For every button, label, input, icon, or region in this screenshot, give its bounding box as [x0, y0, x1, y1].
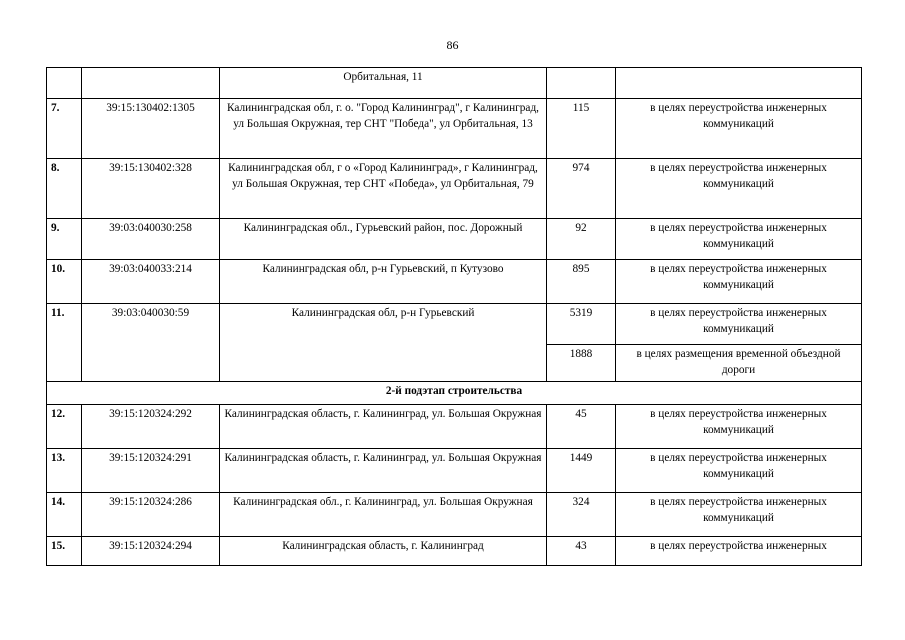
- purpose-cell: в целях переустройства инженерных коммуникаций: [616, 159, 862, 219]
- cadastral-number: [82, 68, 220, 99]
- table-row: [47, 159, 862, 219]
- purpose-cell: в целях переустройства инженерных коммуникаций: [616, 449, 862, 493]
- purpose-cell: в целях переустройства инженерных коммуникаций: [616, 99, 862, 159]
- purpose-cell: в целях переустройства инженерных коммуникаций: [616, 219, 862, 260]
- purpose-cell: в целях размещения временной объездной дороги: [616, 345, 862, 382]
- table-row: [47, 260, 862, 304]
- table-row: [47, 449, 862, 493]
- area-cell: 92: [547, 219, 616, 260]
- area-cell: [547, 68, 616, 99]
- table-row: [47, 304, 862, 345]
- address-cell: Калининградская область, г. Калининград, ул. Большая Окружная: [220, 405, 547, 449]
- address-cell: Орбитальная, 11: [220, 68, 547, 99]
- cadastral-number: 39:15:120324:292: [82, 405, 220, 449]
- area-cell: 1888: [547, 345, 616, 382]
- table-row: [47, 537, 862, 566]
- cadastral-number: 39:03:040030:59: [82, 304, 220, 382]
- purpose-cell: в целях переустройства инженерных коммуникаций: [616, 493, 862, 537]
- area-cell: 45: [547, 405, 616, 449]
- page-number: 86: [446, 38, 459, 52]
- row-number: 9.: [47, 219, 82, 260]
- address-cell: Калининградская обл, р-н Гурьевский: [220, 304, 547, 382]
- cadastral-number: 39:15:120324:291: [82, 449, 220, 493]
- row-number: 12.: [47, 405, 82, 449]
- table-row: [47, 99, 862, 159]
- address-cell: Калининградская обл, г. о. "Город Калининград", г Калининград, ул Большая Окружная, тер СНТ "Победа", ул Орбитальная, 13: [220, 99, 547, 159]
- purpose-cell: в целях переустройства инженерных коммуникаций: [616, 405, 862, 449]
- row-number: 7.: [47, 99, 82, 159]
- area-cell: 895: [547, 260, 616, 304]
- cadastral-number: 39:15:120324:286: [82, 493, 220, 537]
- address-cell: Калининградская обл, р-н Гурьевский, п Кутузово: [220, 260, 547, 304]
- area-cell: 5319: [547, 304, 616, 345]
- table-row: [47, 405, 862, 449]
- area-cell: 974: [547, 159, 616, 219]
- address-cell: Калининградская обл., г. Калининград, ул. Большая Окружная: [220, 493, 547, 537]
- row-number: 14.: [47, 493, 82, 537]
- address-cell: Калининградская область, г. Калининград: [220, 537, 547, 566]
- cadastral-number: 39:15:130402:1305: [82, 99, 220, 159]
- row-number: 15.: [47, 537, 82, 566]
- area-cell: 115: [547, 99, 616, 159]
- address-cell: Калининградская область, г. Калининград, ул. Большая Окружная: [220, 449, 547, 493]
- cadastral-number: 39:03:040033:214: [82, 260, 220, 304]
- area-cell: 1449: [547, 449, 616, 493]
- row-number: 11.: [47, 304, 82, 382]
- section-row: [47, 382, 862, 405]
- table-row: [47, 219, 862, 260]
- area-cell: 43: [547, 537, 616, 566]
- row-number: 13.: [47, 449, 82, 493]
- cadastral-number: 39:15:120324:294: [82, 537, 220, 566]
- cadastral-number: 39:15:130402:328: [82, 159, 220, 219]
- row-number: 8.: [47, 159, 82, 219]
- purpose-cell: в целях переустройства инженерных коммуникаций: [616, 260, 862, 304]
- purpose-cell: [616, 68, 862, 99]
- row-number: [47, 68, 82, 99]
- land-plots-table: [46, 67, 862, 566]
- section-heading: 2-й подэтап строительства: [47, 382, 862, 405]
- cadastral-number: 39:03:040030:258: [82, 219, 220, 260]
- area-cell: 324: [547, 493, 616, 537]
- table-row-continuation: [47, 68, 862, 99]
- purpose-cell: в целях переустройства инженерных: [616, 537, 862, 566]
- address-cell: Калининградская обл, г о «Город Калининград», г Калининград, ул Большая Окружная, тер СНТ «Победа», ул Орбитальная, 79: [220, 159, 547, 219]
- address-cell: Калининградская обл., Гурьевский район, пос. Дорожный: [220, 219, 547, 260]
- row-number: 10.: [47, 260, 82, 304]
- purpose-cell: в целях переустройства инженерных коммуникаций: [616, 304, 862, 345]
- table-row: [47, 493, 862, 537]
